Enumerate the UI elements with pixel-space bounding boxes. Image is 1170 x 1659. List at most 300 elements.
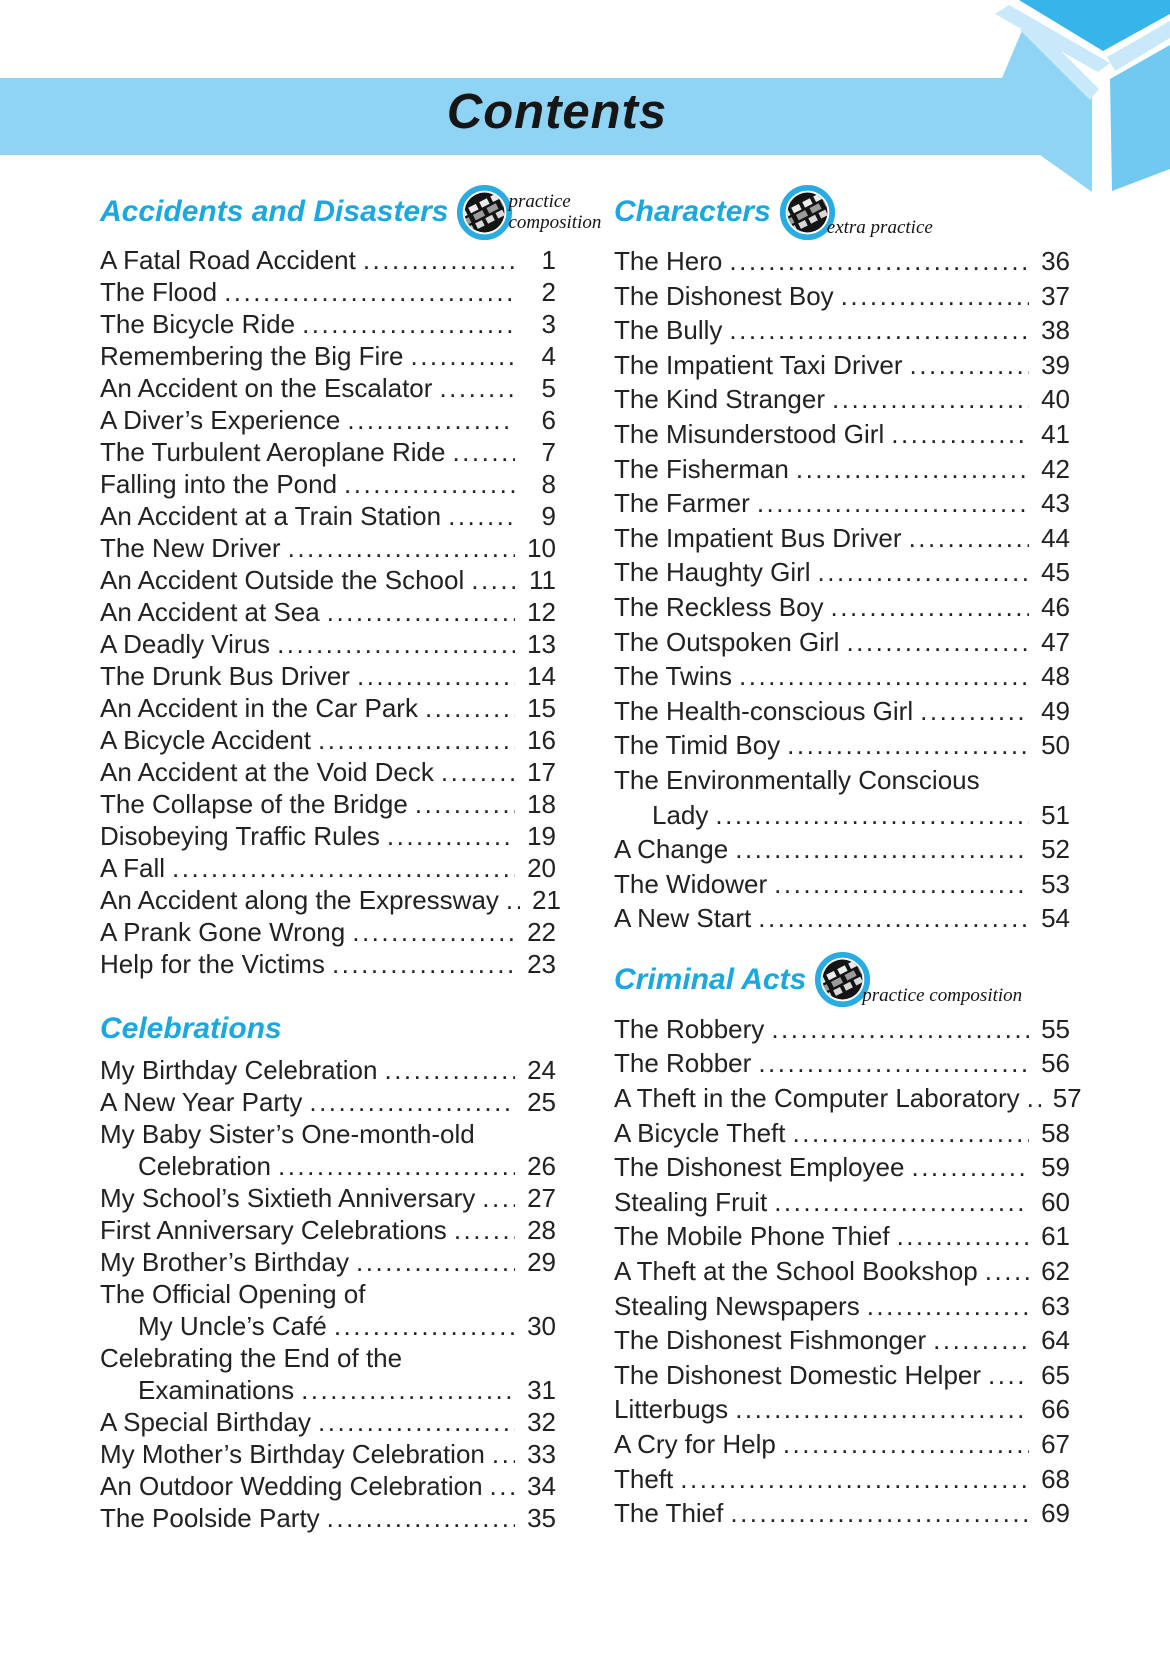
dot-leader <box>911 1150 1029 1185</box>
entry-title: A Prank Gone Wrong <box>100 917 346 947</box>
dot-leader <box>492 1438 515 1470</box>
entry-page-number: 69 <box>1041 1498 1070 1529</box>
section-header <box>100 182 602 242</box>
entry-page-number: 8 <box>541 469 556 499</box>
toc-entry <box>100 372 556 404</box>
entry-title: Theft <box>614 1463 674 1494</box>
toc-entry-line: Celebrating the End of the <box>100 1343 403 1373</box>
entry-page-number: 65 <box>1041 1359 1070 1390</box>
toc-entry <box>100 628 556 660</box>
entry-title: The Dishonest Domestic Helper <box>614 1359 982 1390</box>
dot-leader <box>363 244 515 276</box>
dot-leader <box>793 1116 1030 1151</box>
dot-leader <box>841 279 1029 314</box>
entry-title: The Farmer <box>614 488 750 519</box>
dot-leader <box>441 756 515 788</box>
contents-column-left <box>100 182 602 1534</box>
entry-page-number: 51 <box>1041 799 1070 830</box>
section-header <box>100 1006 556 1052</box>
entry-title: A Fall <box>100 853 166 883</box>
entry-title: A Cry for Help <box>614 1429 776 1459</box>
entry-title: A Fatal Road Accident <box>100 245 356 275</box>
section-title: Celebrations <box>100 1012 282 1045</box>
dot-leader <box>224 276 515 308</box>
toc-entry <box>614 244 1070 279</box>
dot-leader <box>715 798 1029 833</box>
section-title: Accidents and Disasters <box>100 195 449 228</box>
dot-leader <box>439 372 515 404</box>
entry-title: The Robbery <box>614 1013 765 1044</box>
dot-leader <box>757 486 1029 521</box>
entry-page-number: 56 <box>1041 1048 1070 1079</box>
entry-title: A Change <box>614 834 729 865</box>
toc-entry <box>614 452 1070 487</box>
toc-entry <box>100 564 556 596</box>
dot-leader <box>309 1086 515 1118</box>
entry-page-number: 15 <box>527 693 556 723</box>
toc-entry <box>100 1054 556 1086</box>
toc-entry <box>100 532 556 564</box>
section-header <box>614 182 1070 242</box>
entry-page-number: 55 <box>1041 1013 1070 1044</box>
entry-page-number: 37 <box>1041 280 1070 311</box>
page-title: Contents <box>446 85 668 139</box>
dot-leader <box>783 1427 1029 1462</box>
toc-entry <box>614 867 1070 902</box>
toc-entry <box>100 436 556 468</box>
entry-page-number: 25 <box>527 1087 556 1117</box>
toc-entry-line: The Official Opening of <box>100 1279 366 1309</box>
entry-title: Remembering the Big Fire <box>100 341 404 371</box>
entry-title: A Theft in the Computer Laboratory <box>614 1083 1020 1114</box>
entry-title: The Dishonest Fishmonger <box>614 1325 927 1356</box>
entry-page-number: 20 <box>527 853 556 883</box>
entry-title: The Poolside Party <box>100 1503 320 1533</box>
entry-page-number: 66 <box>1041 1394 1070 1425</box>
entry-title: The Dishonest Employee <box>614 1152 905 1183</box>
entry-page-number: 30 <box>527 1311 556 1341</box>
entry-page-number: 67 <box>1041 1429 1070 1459</box>
toc-entry <box>614 1116 1070 1151</box>
toc-entry <box>614 728 1070 763</box>
entry-title: The Timid Boy <box>614 730 781 761</box>
dot-leader <box>384 1054 515 1086</box>
toc-entry <box>100 244 556 276</box>
section-title: Characters <box>614 195 771 228</box>
entry-title: The Outspoken Girl <box>614 626 840 657</box>
toc-entry <box>614 382 1070 417</box>
badge-label: practice composition <box>508 191 602 233</box>
toc-entry <box>100 1310 556 1342</box>
toc-entry-line: My Baby Sister’s One-month-old <box>100 1119 475 1149</box>
entry-title: Examinations <box>138 1375 295 1405</box>
toc-entry-line: The Environmentally Conscious <box>614 764 980 795</box>
dot-leader <box>302 308 515 340</box>
entry-page-number: 6 <box>541 405 556 435</box>
dot-leader <box>327 1502 515 1534</box>
entry-title: A Bicycle Accident <box>100 725 311 755</box>
dot-leader <box>357 660 515 692</box>
entry-title: A New Start <box>614 903 752 934</box>
entry-page-number: 43 <box>1041 488 1070 519</box>
section-entries <box>100 244 561 980</box>
entry-title: My Uncle’s Café <box>138 1311 327 1341</box>
toc-entry <box>100 1086 556 1118</box>
dot-leader <box>454 1214 515 1246</box>
entry-page-number: 7 <box>541 437 556 467</box>
entry-page-number: 9 <box>541 501 556 531</box>
toc-section <box>100 1006 556 1534</box>
dot-leader <box>387 820 515 852</box>
entry-title: The Reckless Boy <box>614 591 824 622</box>
toc-entry <box>100 308 556 340</box>
section-title: Criminal Acts <box>614 962 807 996</box>
entry-title: My Brother’s Birthday <box>100 1247 350 1277</box>
entry-page-number: 68 <box>1041 1463 1070 1494</box>
entry-page-number: 12 <box>527 597 556 627</box>
entry-title: The New Driver <box>100 533 281 563</box>
dot-leader <box>729 313 1029 348</box>
toc-entry <box>100 916 556 948</box>
entry-page-number: 1 <box>541 245 556 275</box>
entry-page-number: 24 <box>527 1055 556 1085</box>
dot-leader <box>774 867 1029 902</box>
entry-title: The Mobile Phone Thief <box>614 1221 890 1252</box>
entry-page-number: 23 <box>527 949 556 979</box>
toc-entry <box>614 1046 1070 1081</box>
toc-entry <box>100 1406 556 1438</box>
contents-column-right <box>614 182 1082 1534</box>
entry-title: An Accident at a Train Station <box>100 501 442 531</box>
toc-entry <box>614 901 1070 936</box>
dot-leader <box>1027 1081 1041 1116</box>
toc-entry <box>100 1214 556 1246</box>
badge-label: extra practice <box>826 217 933 238</box>
entry-title: The Thief <box>614 1498 724 1529</box>
entry-page-number: 42 <box>1041 453 1070 484</box>
toc-entry <box>100 1438 556 1470</box>
entry-title: The Health-conscious Girl <box>614 695 914 726</box>
dot-leader <box>172 852 515 884</box>
entry-page-number: 52 <box>1041 834 1070 865</box>
toc-entry <box>614 521 1070 556</box>
entry-page-number: 41 <box>1041 418 1070 449</box>
dot-leader <box>891 417 1029 452</box>
dot-leader <box>506 884 520 916</box>
toc-entry <box>614 832 1070 867</box>
dot-leader <box>787 728 1029 763</box>
entry-page-number: 18 <box>527 789 556 819</box>
dot-leader <box>332 948 515 980</box>
toc-entry <box>100 500 556 532</box>
toc-entry <box>614 659 1070 694</box>
entry-page-number: 46 <box>1041 591 1070 622</box>
dot-leader <box>832 382 1029 417</box>
entry-page-number: 64 <box>1041 1325 1070 1356</box>
dot-leader <box>415 788 515 820</box>
entry-page-number: 61 <box>1041 1221 1070 1252</box>
toc-entry <box>100 1374 556 1406</box>
entry-page-number: 50 <box>1041 730 1070 761</box>
dot-leader <box>452 436 515 468</box>
entry-page-number: 53 <box>1041 868 1070 899</box>
entry-title: The Misunderstood Girl <box>614 418 885 449</box>
toc-section <box>614 182 1070 936</box>
dot-leader <box>327 596 515 628</box>
dot-leader <box>288 532 515 564</box>
badge-label: practice composition <box>862 984 1023 1006</box>
dot-leader <box>344 468 515 500</box>
toc-entry <box>614 625 1070 660</box>
entry-page-number: 40 <box>1041 384 1070 415</box>
entry-page-number: 31 <box>527 1375 556 1405</box>
entry-page-number: 35 <box>527 1503 556 1533</box>
dot-leader <box>774 1185 1029 1220</box>
entry-title: Celebration <box>138 1151 271 1181</box>
dot-leader <box>735 832 1029 867</box>
toc-entry <box>614 486 1070 521</box>
entry-title: A Bicycle Theft <box>614 1117 786 1148</box>
entry-page-number: 39 <box>1041 349 1070 380</box>
dot-leader <box>482 1182 515 1214</box>
entry-title: Stealing Fruit <box>614 1186 768 1217</box>
entry-page-number: 2 <box>541 277 556 307</box>
dot-leader <box>796 452 1029 487</box>
dot-leader <box>730 1496 1029 1531</box>
dot-leader <box>729 244 1029 279</box>
toc-entry <box>100 276 556 308</box>
entry-page-number: 47 <box>1041 626 1070 657</box>
entry-page-number: 48 <box>1041 661 1070 692</box>
entry-title: The Twins <box>614 661 733 692</box>
dot-leader <box>410 340 515 372</box>
toc-entry <box>614 798 1070 833</box>
toc-entry <box>100 756 556 788</box>
entry-page-number: 57 <box>1052 1083 1082 1114</box>
toc-entry <box>100 340 556 372</box>
toc-entry <box>614 417 1070 452</box>
dot-leader <box>347 404 515 436</box>
toc-entry <box>100 788 556 820</box>
toc-entry <box>100 1182 556 1214</box>
dot-leader <box>277 628 515 660</box>
toc-entry <box>100 468 556 500</box>
entry-page-number: 29 <box>527 1247 556 1277</box>
entry-title: My Birthday Celebration <box>100 1055 378 1085</box>
dot-leader <box>278 1150 515 1182</box>
toc-section <box>100 182 602 980</box>
toc-entry <box>614 1358 1070 1393</box>
dot-leader <box>425 692 515 724</box>
dot-leader <box>985 1254 1029 1289</box>
entry-page-number: 49 <box>1041 695 1070 726</box>
dot-leader <box>846 625 1029 660</box>
toc-entry <box>614 1150 1070 1185</box>
toc-entry <box>100 692 556 724</box>
toc-entry <box>614 348 1070 383</box>
entry-page-number: 19 <box>527 821 556 851</box>
dot-leader <box>318 724 515 756</box>
entry-title: A Diver’s Experience <box>100 405 341 435</box>
entry-title: The Impatient Bus Driver <box>614 522 902 553</box>
dot-leader <box>758 1046 1029 1081</box>
dot-leader <box>818 555 1029 590</box>
entry-title: An Accident along the Expressway <box>100 885 499 915</box>
toc-entry <box>614 1323 1070 1358</box>
toc-entry <box>614 1185 1070 1220</box>
entry-page-number: 34 <box>527 1471 556 1501</box>
toc-entry <box>614 1462 1070 1497</box>
toc-entry <box>100 1502 556 1534</box>
toc-entry <box>614 590 1070 625</box>
toc-entry <box>100 820 556 852</box>
section-entries <box>100 1054 556 1534</box>
entry-title: The Hero <box>614 246 723 276</box>
dot-leader <box>988 1358 1029 1393</box>
entry-title: An Accident Outside the School <box>100 565 465 595</box>
entry-page-number: 32 <box>527 1407 556 1437</box>
dot-leader <box>867 1289 1029 1324</box>
entry-title: Help for the Victims <box>100 949 325 979</box>
entry-page-number: 3 <box>541 309 556 339</box>
toc-entry <box>100 884 561 916</box>
dot-leader <box>680 1462 1029 1497</box>
toc-entry <box>614 313 1070 348</box>
entry-title: A Theft at the School Bookshop <box>614 1256 978 1287</box>
section-header <box>614 950 1070 1010</box>
entry-title: The Robber <box>614 1048 752 1079</box>
entry-title: The Dishonest Boy <box>614 280 834 311</box>
entry-title: Falling into the Pond <box>100 469 338 499</box>
toc-entry <box>614 1427 1070 1462</box>
toc-entry <box>100 596 556 628</box>
entry-title: An Accident at the Void Deck <box>100 757 434 787</box>
entry-title: The Drunk Bus Driver <box>100 661 350 691</box>
entry-title: Lady <box>652 799 709 830</box>
entry-title: My School’s Sixtieth Anniversary <box>100 1183 476 1213</box>
entry-title: The Fisherman <box>614 453 789 484</box>
toc-entry <box>614 1254 1070 1289</box>
entry-page-number: 21 <box>531 885 561 915</box>
entry-title: The Bicycle Ride <box>100 309 296 339</box>
entry-page-number: 11 <box>529 565 556 595</box>
dot-leader <box>490 1470 515 1502</box>
toc-entry <box>614 1219 1070 1254</box>
entry-title: Disobeying Traffic Rules <box>100 821 380 851</box>
entry-title: An Accident on the Escalator <box>100 373 433 403</box>
toc-entry <box>100 1246 556 1278</box>
entry-title: The Kind Stranger <box>614 384 826 415</box>
entry-page-number: 54 <box>1041 903 1070 934</box>
toc-entry <box>614 555 1070 590</box>
dot-leader <box>448 500 515 532</box>
entry-page-number: 28 <box>527 1215 556 1245</box>
toc-entry <box>614 1289 1070 1324</box>
entry-page-number: 26 <box>527 1151 556 1181</box>
toc-entry <box>614 279 1070 314</box>
toc-entry <box>614 1496 1070 1531</box>
dot-leader <box>771 1012 1029 1047</box>
dot-leader <box>352 916 515 948</box>
entry-page-number: 44 <box>1041 522 1070 553</box>
entry-page-number: 27 <box>527 1183 556 1213</box>
entry-page-number: 36 <box>1041 246 1070 276</box>
entry-page-number: 59 <box>1041 1152 1070 1183</box>
entry-page-number: 60 <box>1041 1186 1070 1217</box>
entry-title: The Collapse of the Bridge <box>100 789 408 819</box>
entry-page-number: 62 <box>1041 1256 1070 1287</box>
entry-title: The Widower <box>614 868 768 899</box>
dot-leader <box>831 590 1029 625</box>
dot-leader <box>758 901 1029 936</box>
toc-entry <box>100 1150 556 1182</box>
entry-title: Litterbugs <box>614 1394 729 1425</box>
entry-title: The Haughty Girl <box>614 557 811 588</box>
toc-section <box>614 950 1082 1531</box>
entry-title: The Turbulent Aeroplane Ride <box>100 437 446 467</box>
toc-entry <box>614 1081 1082 1116</box>
dot-leader <box>910 348 1029 383</box>
entry-page-number: 58 <box>1041 1117 1070 1148</box>
dot-leader <box>909 521 1029 556</box>
toc-entry <box>614 1012 1070 1047</box>
entry-title: An Outdoor Wedding Celebration <box>100 1471 483 1501</box>
entry-page-number: 45 <box>1041 557 1070 588</box>
dot-leader <box>318 1406 515 1438</box>
dot-leader <box>301 1374 515 1406</box>
entry-page-number: 5 <box>541 373 556 403</box>
entry-page-number: 22 <box>527 917 556 947</box>
contents-columns <box>100 182 1082 1534</box>
entry-title: A New Year Party <box>100 1087 303 1117</box>
entry-page-number: 38 <box>1041 315 1070 346</box>
entry-page-number: 16 <box>527 725 556 755</box>
toc-entry <box>614 1392 1070 1427</box>
entry-title: The Flood <box>100 277 218 307</box>
entry-page-number: 14 <box>527 661 556 691</box>
section-entries <box>614 1012 1082 1531</box>
toc-entry <box>100 852 556 884</box>
entry-title: An Accident at Sea <box>100 597 320 627</box>
entry-title: The Bully <box>614 315 723 346</box>
dot-leader <box>334 1310 515 1342</box>
dot-leader <box>471 564 515 596</box>
dot-leader <box>920 694 1029 729</box>
entry-page-number: 13 <box>527 629 556 659</box>
entry-title: A Deadly Virus <box>100 629 271 659</box>
publisher-badge-icon <box>456 184 513 241</box>
dot-leader <box>897 1219 1029 1254</box>
entry-page-number: 17 <box>527 757 556 787</box>
dot-leader <box>933 1323 1029 1358</box>
entry-page-number: 63 <box>1041 1290 1070 1321</box>
toc-entry <box>100 724 556 756</box>
entry-title: My Mother’s Birthday Celebration <box>100 1439 485 1469</box>
entry-title: First Anniversary Celebrations <box>100 1215 447 1245</box>
dot-leader <box>735 1392 1029 1427</box>
toc-entry <box>100 660 556 692</box>
toc-entry <box>100 948 556 980</box>
entry-page-number: 10 <box>527 533 556 563</box>
entry-title: An Accident in the Car Park <box>100 693 418 723</box>
dot-leader <box>739 659 1029 694</box>
entry-title: A Special Birthday <box>100 1407 312 1437</box>
entry-page-number: 33 <box>527 1439 556 1469</box>
entry-page-number: 4 <box>541 341 556 371</box>
section-entries <box>614 244 1070 936</box>
toc-entry <box>100 404 556 436</box>
toc-entry <box>100 1470 556 1502</box>
